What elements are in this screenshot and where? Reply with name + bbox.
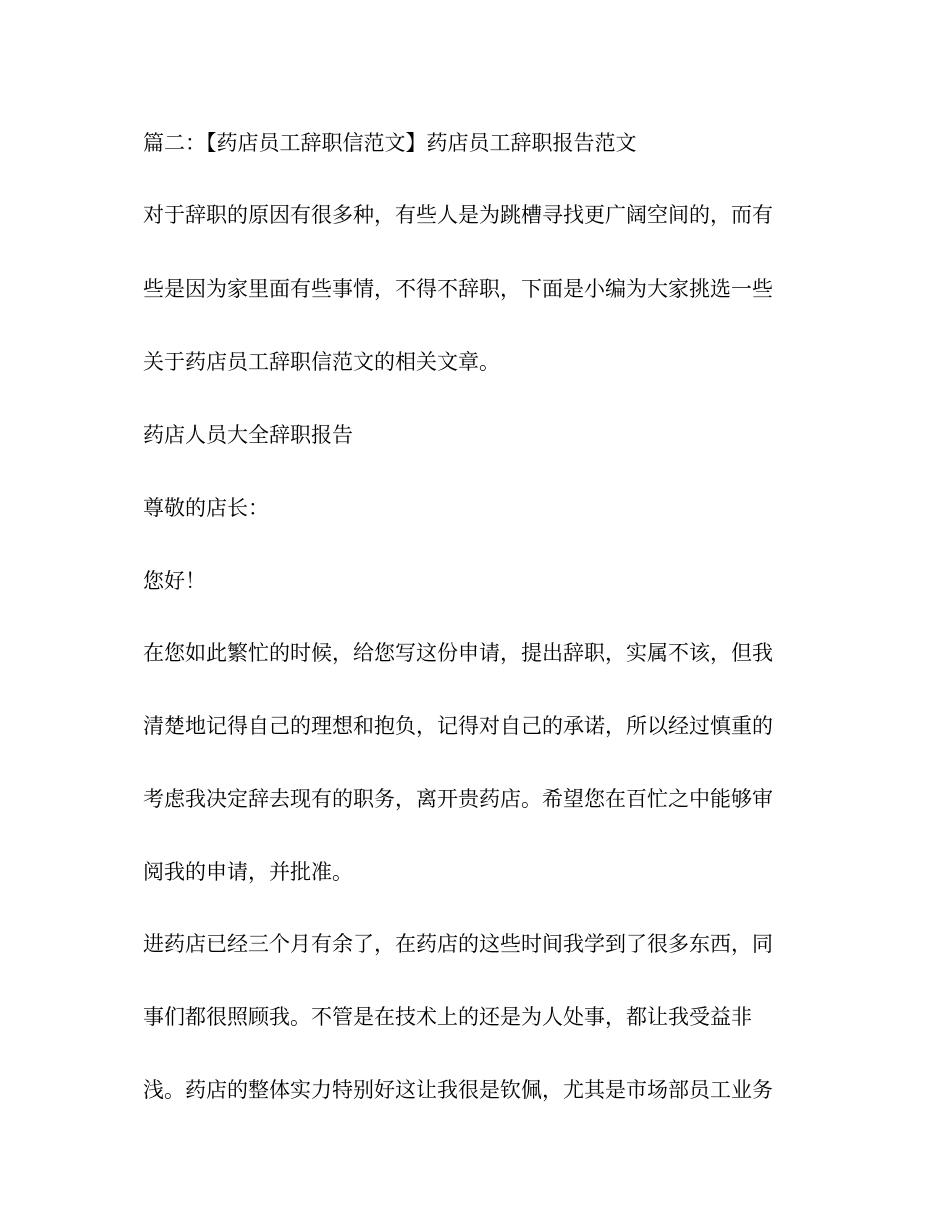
body-paragraph-line: 阅我的申请，并批准。 — [143, 860, 353, 884]
section-heading: 篇二：【药店员工辞职信范文】药店员工辞职报告范文 — [143, 131, 637, 155]
intro-paragraph-line: 些是因为家里面有些事情，不得不辞职，下面是小编为大家挑选一些 — [143, 277, 773, 301]
body-paragraph-line: 考虑我决定辞去现有的职务，离开贵药店。希望您在百忙之中能够审 — [143, 787, 773, 811]
body-paragraph-line: 浅。药店的整体实力特别好这让我很是钦佩，尤其是市场部员工业务 — [143, 1078, 773, 1102]
intro-paragraph-line: 关于药店员工辞职信范文的相关文章。 — [143, 350, 500, 374]
salutation: 尊敬的店长： — [143, 496, 269, 520]
body-paragraph-line: 在您如此繁忙的时候，给您写这份申请，提出辞职，实属不该，但我 — [143, 641, 773, 665]
body-paragraph-line: 进药店已经三个月有余了，在药店的这些时间我学到了很多东西，同 — [143, 932, 773, 956]
intro-paragraph-line: 对于辞职的原因有很多种，有些人是为跳槽寻找更广阔空间的，而有 — [143, 203, 773, 227]
body-paragraph-line: 清楚地记得自己的理想和抱负，记得对自己的承诺，所以经过慎重的 — [143, 714, 773, 738]
body-paragraph-line: 事们都很照顾我。不管是在技术上的还是为人处事，都让我受益非 — [143, 1005, 752, 1029]
letter-title: 药店人员大全辞职报告 — [143, 423, 353, 447]
greeting: 您好！ — [143, 569, 206, 593]
